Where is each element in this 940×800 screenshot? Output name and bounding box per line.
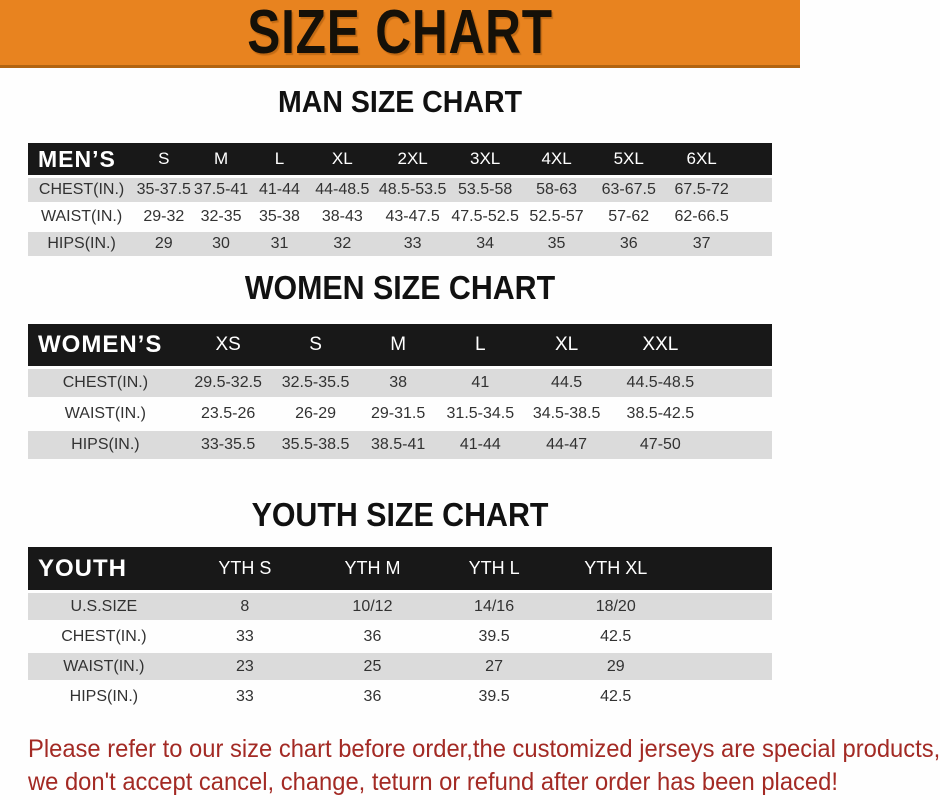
- size-value: 8: [180, 593, 310, 620]
- size-value: 67.5-72: [665, 178, 739, 202]
- size-column-header: 5XL: [593, 143, 665, 175]
- table-row: [28, 232, 772, 256]
- size-value: 44.5: [522, 369, 611, 397]
- size-value: 47.5-52.5: [450, 205, 521, 229]
- row-filler: [738, 178, 772, 202]
- size-value: 42.5: [553, 623, 678, 650]
- row-label: WAIST(IN.): [28, 400, 183, 428]
- disclaimer-line-1: Please refer to our size chart before order,the customized jerseys are special products,: [28, 735, 940, 763]
- row-filler: [709, 400, 772, 428]
- table-row: [28, 593, 772, 620]
- row-label: HIPS(IN.): [28, 431, 183, 459]
- header-filler: [738, 143, 772, 175]
- size-value: 37.5-41: [192, 178, 249, 202]
- size-value: 63-67.5: [593, 178, 665, 202]
- size-column-header: YTH S: [180, 547, 310, 590]
- size-value: 38: [358, 369, 439, 397]
- size-header-row: [28, 324, 772, 366]
- size-value: 35: [520, 232, 592, 256]
- size-column-header: XL: [309, 143, 375, 175]
- size-column-header: 4XL: [520, 143, 592, 175]
- size-value: 52.5-57: [520, 205, 592, 229]
- size-value: 29: [135, 232, 192, 256]
- row-filler: [678, 683, 772, 710]
- size-value: 14/16: [435, 593, 553, 620]
- size-value: 36: [593, 232, 665, 256]
- size-value: 23: [180, 653, 310, 680]
- size-column-header: S: [274, 324, 358, 366]
- row-filler: [738, 232, 772, 256]
- size-value: 18/20: [553, 593, 678, 620]
- man-size-chart-title: MAN SIZE CHART: [277, 84, 523, 119]
- size-value: 58-63: [520, 178, 592, 202]
- size-value: 38-43: [309, 205, 375, 229]
- size-value: 38.5-42.5: [611, 400, 709, 428]
- size-value: 32.5-35.5: [274, 369, 358, 397]
- table-row: [28, 178, 772, 202]
- size-column-header: 2XL: [375, 143, 449, 175]
- size-column-header: M: [358, 324, 439, 366]
- section-youth: [0, 496, 800, 713]
- size-value: 43-47.5: [375, 205, 449, 229]
- youth-size-table: [28, 544, 772, 713]
- men-size-table: [28, 140, 772, 259]
- size-value: 33-35.5: [183, 431, 274, 459]
- women-size-chart-title: WOMEN SIZE CHART: [244, 269, 556, 306]
- size-value: 29-31.5: [358, 400, 439, 428]
- section-man: [0, 84, 800, 259]
- disclaimer-note: [28, 733, 940, 799]
- size-value: 44.5-48.5: [611, 369, 709, 397]
- row-label: HIPS(IN.): [28, 232, 135, 256]
- row-label: CHEST(IN.): [28, 623, 180, 650]
- size-column-header: 6XL: [665, 143, 739, 175]
- size-value: 57-62: [593, 205, 665, 229]
- size-column-header: YTH M: [310, 547, 435, 590]
- row-filler: [678, 653, 772, 680]
- row-filler: [738, 205, 772, 229]
- size-value: 37: [665, 232, 739, 256]
- size-value: 32: [309, 232, 375, 256]
- size-value: 35-38: [250, 205, 310, 229]
- size-header-row: [28, 547, 772, 590]
- size-column-header: M: [192, 143, 249, 175]
- size-value: 29-32: [135, 205, 192, 229]
- size-column-header: L: [439, 324, 522, 366]
- size-value: 41-44: [439, 431, 522, 459]
- table-row: [28, 400, 772, 428]
- size-value: 26-29: [274, 400, 358, 428]
- header-filler: [709, 324, 772, 366]
- row-label: CHEST(IN.): [28, 369, 183, 397]
- table-header-label: YOUTH: [28, 547, 180, 590]
- size-value: 39.5: [435, 683, 553, 710]
- size-value: 35.5-38.5: [274, 431, 358, 459]
- size-value: 30: [192, 232, 249, 256]
- size-value: 33: [375, 232, 449, 256]
- table-row: [28, 653, 772, 680]
- table-row: [28, 431, 772, 459]
- size-value: 39.5: [435, 623, 553, 650]
- size-value: 10/12: [310, 593, 435, 620]
- size-column-header: XL: [522, 324, 611, 366]
- size-value: 41: [439, 369, 522, 397]
- size-value: 44-48.5: [309, 178, 375, 202]
- size-header-row: [28, 143, 772, 175]
- table-header-label: WOMEN’S: [28, 324, 183, 366]
- size-value: 27: [435, 653, 553, 680]
- size-value: 35-37.5: [135, 178, 192, 202]
- size-value: 33: [180, 623, 310, 650]
- size-value: 53.5-58: [450, 178, 521, 202]
- size-value: 33: [180, 683, 310, 710]
- youth-size-chart-title: YOUTH SIZE CHART: [251, 496, 549, 533]
- size-value: 41-44: [250, 178, 310, 202]
- size-column-header: 3XL: [450, 143, 521, 175]
- size-column-header: S: [135, 143, 192, 175]
- women-size-table: [28, 321, 772, 462]
- banner: [0, 0, 800, 68]
- size-value: 31.5-34.5: [439, 400, 522, 428]
- size-column-header: YTH L: [435, 547, 553, 590]
- row-label: U.S.SIZE: [28, 593, 180, 620]
- size-value: 34: [450, 232, 521, 256]
- size-value: 36: [310, 683, 435, 710]
- table-row: [28, 205, 772, 229]
- size-value: 47-50: [611, 431, 709, 459]
- size-value: 34.5-38.5: [522, 400, 611, 428]
- table-header-label: MEN’S: [28, 143, 135, 175]
- row-filler: [709, 369, 772, 397]
- banner-title: SIZE CHART: [247, 0, 553, 67]
- size-value: 42.5: [553, 683, 678, 710]
- section-women: [0, 269, 800, 462]
- size-column-header: XXL: [611, 324, 709, 366]
- table-row: [28, 623, 772, 650]
- size-value: 23.5-26: [183, 400, 274, 428]
- size-column-header: XS: [183, 324, 274, 366]
- row-label: CHEST(IN.): [28, 178, 135, 202]
- row-filler: [678, 623, 772, 650]
- disclaimer-line-2: we don't accept cancel, change, teturn or refund after order has been placed!: [28, 768, 838, 796]
- size-value: 36: [310, 623, 435, 650]
- size-column-header: L: [250, 143, 310, 175]
- table-row: [28, 369, 772, 397]
- row-filler: [678, 593, 772, 620]
- size-value: 29: [553, 653, 678, 680]
- size-value: 48.5-53.5: [375, 178, 449, 202]
- row-label: WAIST(IN.): [28, 205, 135, 229]
- size-value: 44-47: [522, 431, 611, 459]
- size-value: 32-35: [192, 205, 249, 229]
- header-filler: [678, 547, 772, 590]
- size-value: 38.5-41: [358, 431, 439, 459]
- row-label: WAIST(IN.): [28, 653, 180, 680]
- table-row: [28, 683, 772, 710]
- size-value: 25: [310, 653, 435, 680]
- row-filler: [709, 431, 772, 459]
- row-label: HIPS(IN.): [28, 683, 180, 710]
- size-value: 62-66.5: [665, 205, 739, 229]
- size-value: 31: [250, 232, 310, 256]
- size-value: 29.5-32.5: [183, 369, 274, 397]
- size-column-header: YTH XL: [553, 547, 678, 590]
